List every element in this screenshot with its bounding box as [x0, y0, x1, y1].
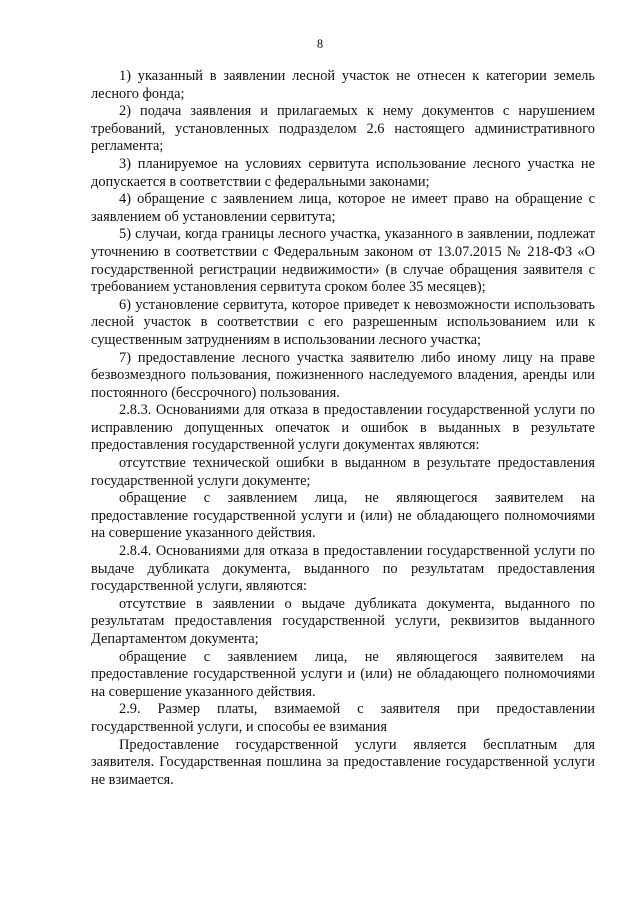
paragraph-2-8-4-reason-1: отсутствие в заявлении о выдаче дубликата документа, выданного по результатам предоставления государственной услуги, реквизитов выданного Департаментом документа;	[91, 595, 595, 647]
paragraph-item-6: 6) установление сервитута, которое приведет к невозможности использовать лесной участок в соответствии с его разрешенным использованием или к существенным затруднениям в использовании лесного участка;	[91, 296, 595, 348]
paragraph-2-9-heading: 2.9. Размер платы, взимаемой с заявителя при предоставлении государственной услуги, и способы ее взимания	[91, 701, 595, 735]
paragraph-item-1: 1) указанный в заявлении лесной участок не отнесен к категории земель лесного фонда;	[91, 68, 595, 102]
paragraph-item-7: 7) предоставление лесного участка заявителю либо иному лицу на праве безвозмездного пользования, пожизненного наследуемого владения, аренды или постоянного (бессрочного) пользования.	[91, 349, 595, 401]
paragraph-2-8-3-reason-1: отсутствие технической ошибки в выданном в результате предоставления государственной услуги документе;	[91, 455, 595, 489]
paragraph-item-5: 5) случаи, когда границы лесного участка, указанного в заявлении, подлежат уточнению в соответствии с Федеральным законом от 13.07.2015 № 218-ФЗ «О государственной регистрации недвижимости» (в случае обращения заявителя с требованием установления сервитута сроком более 35 месяцев);	[91, 226, 595, 296]
paragraph-2-9-text: Предоставление государственной услуги является бесплатным для заявителя. Государственная пошлина за предоставление государственной услуги не взимается.	[91, 736, 595, 788]
page-number: 8	[316, 37, 324, 51]
paragraph-2-8-3: 2.8.3. Основаниями для отказа в предоставлении государственной услуги по исправлению допущенных опечаток и ошибок в выданных в результате предоставления государственной услуги документах являются:	[91, 402, 595, 454]
paragraph-2-8-4: 2.8.4. Основаниями для отказа в предоставлении государственной услуги по выдаче дубликата документа, выданного по результатам предоставления государственной услуги, являются:	[91, 543, 595, 595]
paragraph-item-3: 3) планируемое на условиях сервитута использование лесного участка не допускается в соответствии с федеральными законами;	[91, 155, 595, 190]
paragraph-2-8-3-reason-2: обращение с заявлением лица, не являющегося заявителем на предоставление государственной услуги и (или) не обладающего полномочиями на совершение указанного действия.	[91, 490, 595, 542]
document-body	[91, 68, 595, 789]
paragraph-2-8-4-reason-2: обращение с заявлением лица, не являющегося заявителем на предоставление государственной услуги и (или) не обладающего полномочиями на совершение указанного действия.	[91, 648, 595, 700]
paragraph-item-4: 4) обращение с заявлением лица, которое не имеет право на обращение с заявлением об установлении сервитута;	[91, 191, 595, 225]
paragraph-item-2: 2) подача заявления и прилагаемых к нему документов с нарушением требований, установленных подразделом 2.6 настоящего административного регламента;	[91, 103, 595, 155]
